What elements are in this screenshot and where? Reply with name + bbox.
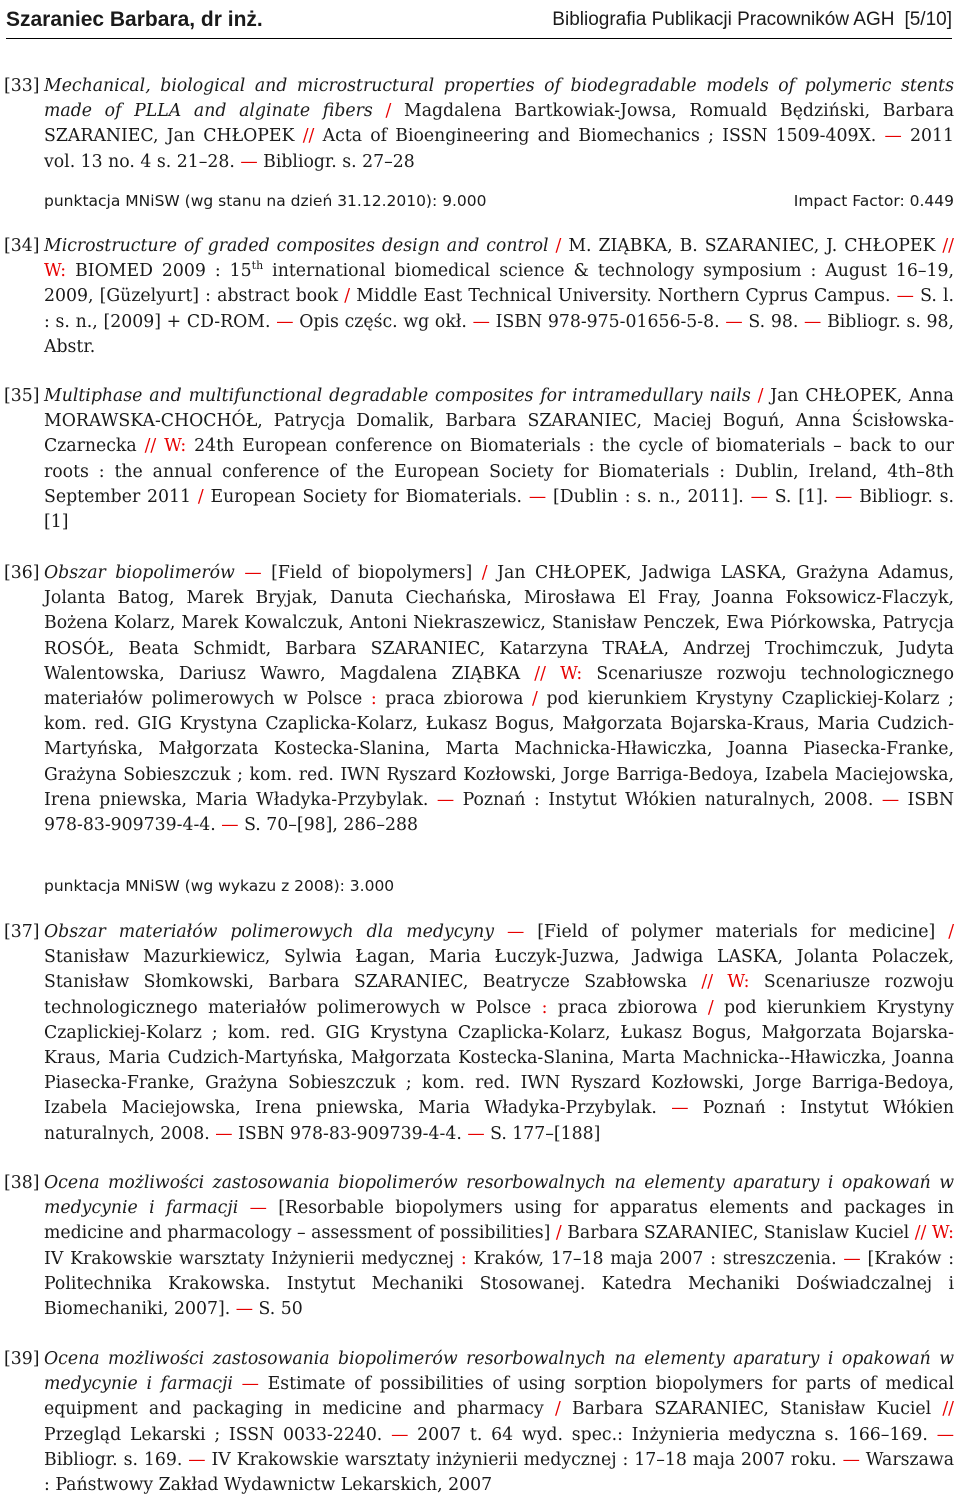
entry-source: Przegląd Lekarski ; ISSN 0033-2240. [44, 1424, 383, 1445]
entry-authors: Barbara SZARANIEC, Stanisław Kuciel [571, 1399, 932, 1420]
entry-place: S. l. : s. n., [2009] + CD-ROM. [44, 286, 954, 332]
entry-host-subtitle: praca zbiorowa [557, 997, 698, 1018]
entry-title: Ocena możliwości zastosowania biopolimerów resorbowalnych na elementy aparatury i opakowań w medycynie i farmacji [44, 1349, 954, 1395]
entry-publisher: European Society for Biomaterials. [210, 486, 523, 507]
entry-authors: Jan CHŁOPEK, Anna MORAWSKA-CHOCHÓŁ, Patrycja Domalik, Barbara SZARANIEC, Maciej Boguń, Anna Ścisłowska-Czarnecka [44, 386, 954, 457]
entry-authors: Magdalena Bartkowiak-Jowsa, Romuald Będziński, Barbara SZARANIEC, Jan CHŁOPEK [44, 101, 955, 147]
entry-text: Mechanical, biological and microstructural properties of biodegradable models of polymeric stents made of PLLA and alginate fibers / Magdalena Bartkowiak-Jowsa, Romuald Będziński, Barbara SZARANIEC, Jan CHŁOPEK // Acta of Bioengineering and Biomechanics ; ISSN 1509-409X. — 2011 vol. 13 no. 4 s. 21–28. — Bibliogr. s. 27–28 [44, 76, 955, 172]
entry-place: Warszawa : Państwowy Zakład Wydawnictw Lekarskich, 2007 [44, 1449, 954, 1496]
entry-host-subtitle: Kraków, 17–18 maja 2007 : streszczenia. [473, 1248, 837, 1269]
bibliography-entry [4, 1347, 954, 1498]
entry-text: Ocena możliwości zastosowania biopolimerów resorbowalnych na elementy aparatury i opakowań w medycynie i farmacji — [Resorbable biopolymers using for apparatus elements and packages in medicine and pharmacology – assessment of possibilities] / Barbara SZARANIEC, Stanislaw Kuciel // W: IV Krakowskie warsztaty Inżynierii medycznej : Kraków, 17–18 maja 2007 : streszczenia. — [Kraków : Politechnika Krakowska. Instytut Mechaniki Stosowanej. Katedra Mechaniki Doświadczalnej i Biomechaniki, 2007]. — S. 50 [44, 1173, 955, 1320]
entry-title-english: [Field of polymer materials for medicine] [537, 922, 936, 942]
entry-details: 2007 t. 64 wyd. spec.: Inżynieria medyczna s. 166–169. [417, 1424, 928, 1445]
entry-responsibility: pod kierunkiem Krystyny Czaplickiej-Kolarz ; kom. red. GIG Krystyna Czaplicka-Kolarz, Łukasz Bogus, Małgorzata Bojarska-Kraus, Maria Cudzich-Martyńska, Małgorzata Kostecka-Slanina, Marta Machnicka-Hławiczka, Joanna Piasecka-Franke, Grażyna Sobieszczuk ; kom. red. IWN Ryszard Kozłowski, Jorge Barriga-Bedoya, Izabela Maciejowska, Irena pniewska, Maria Władyka-Przybylak. [44, 689, 954, 810]
entry-title: Mechanical, biological and microstructural properties of biodegradable models of polymeric stents made of PLLA and alginate fibers [44, 76, 954, 122]
entry-notes: Bibliogr. s. 169. [44, 1449, 183, 1470]
entry-number: [35] [4, 386, 40, 406]
impact-factor: Impact Factor: 0.449 [793, 192, 954, 210]
entry-pages: S. 70–[98], 286–288 [244, 815, 418, 836]
entry-number: [34] [4, 236, 40, 256]
entry-notes: Bibliogr. s. [1] [44, 486, 955, 533]
entry-responsibility: pod kierunkiem Krystyny Czaplickiej-Kolarz ; kom. red. GIG Krystyna Czaplicka-Kolarz, Łukasz Bogus, Małgorzata Bojarska-Kraus, Maria Cudzich-Martyńska, Małgorzata Kostecka-Slanina, Marta Machnicka--Hławiczka, Joanna Piasecka-Franke, Grażyna Sobieszczuk ; kom. red. IWN Ryszard Kozłowski, Jorge Barriga-Bedoya, Izabela Maciejowska, Irena pniewska, Maria Władyka-Przybylak. [44, 997, 954, 1119]
points-row [44, 191, 954, 211]
in-marker: W: [164, 436, 187, 457]
entry-text: Obszar materiałów polimerowych dla medycyny — [Field of polymer materials for medicine] / Stanisław Mazurkiewicz, Sylwia Łagan, Maria Łuczyk-Juzwa, Jadwiga LASKA, Jolanta Polaczek, Stanisław Słomkowski, Barbara SZARANIEC, Beatrycze Szabłowska // W: Scenariusze rozwoju technologicznego materiałów polimerowych w Polsce : praca zbiorowa / pod kierunkiem Krystyny Czaplickiej-Kolarz ; kom. red. GIG Krystyna Czaplicka-Kolarz, Łukasz Bogus, Małgorzata Bojarska-Kraus, Maria Cudzich-Martyńska, Małgorzata Kostecka-Slanina, Marta Machnicka--Hławiczka, Joanna Piasecka-Franke, Grażyna Sobieszczuk ; kom. red. IWN Ryszard Kozłowski, Jorge Barriga-Bedoya, Izabela Maciejowska, Irena pniewska, Maria Władyka-Przybylak. — Poznań : Instytut Włókien naturalnych, 2008. — ISBN 978-83-909739-4-4. — S. 177–[188] [44, 922, 955, 1144]
entry-title-english: Estimate of possibilities of using sorption biopolymers for parts of medical equipment and packaging in medicine and pharmacy [44, 1374, 954, 1420]
page-header [6, 2, 952, 39]
bibliography-entry [4, 561, 954, 838]
author-name: Szaraniec Barbara, dr inż. [6, 8, 263, 31]
in-marker: W: [931, 1223, 954, 1244]
ministry-points: punktacja MNiSW (wg wykazu z 2008): 3.000 [44, 877, 395, 895]
ministry-points: punktacja MNiSW (wg stanu na dzień 31.12.2010): 9.000 [44, 192, 487, 210]
entry-pages: S. 50 [258, 1299, 303, 1320]
entry-host-subtitle: praca zbiorowa [385, 689, 524, 710]
entry-text: Microstructure of graded composites design and control / M. ZIĄBKA, B. SZARANIEC, J. CHŁOPEK // W: BIOMED 2009 : 15th international biomedical science & technology symposium : August 16–19, 2009, [Güzelyurt] : abstract book / Middle East Technical University. Northern Cyprus Campus. — S. l. : s. n., [2009] + CD-ROM. — Opis częśc. wg okł. — ISBN 978-975-01656-5-8. — S. 98. — Bibliogr. s. 98, Abstr. [44, 236, 955, 357]
bibliography-entry [4, 384, 954, 535]
bibliography-entry [4, 74, 954, 175]
entry-place: [Dublin : s. n., 2011]. [552, 486, 744, 507]
entry-number: [39] [4, 1349, 40, 1369]
entry-title: Obszar materiałów polimerowych dla medycyny [44, 922, 495, 942]
entry-place: [Kraków : Politechnika Krakowska. Instytut Mechaniki Stosowanej. Katedra Mechaniki Doświadczalnej i Biomechaniki, 2007]. [44, 1248, 955, 1320]
entry-title: Ocena możliwości zastosowania biopolimerów resorbowalnych na elementy aparatury i opakowań w medycynie i farmacji [44, 1173, 954, 1219]
header-right [542, 9, 952, 31]
page-indicator: [5/10] [904, 9, 952, 30]
entry-title: Obszar biopolimerów [44, 563, 235, 583]
entry-host: Scenariusze rozwoju technologicznego materiałów polimerowych w Polsce [44, 972, 955, 1018]
bibliography-entry [4, 1171, 954, 1322]
entry-number: [37] [4, 922, 40, 942]
entry-publisher: Middle East Technical University. Northern Cyprus Campus. [356, 286, 891, 307]
entry-details: 2011 vol. 13 no. 4 s. 21–28. [44, 126, 955, 172]
entry-source: Acta of Bioengineering and Biomechanics ; ISSN 1509-409X. [322, 126, 877, 147]
entry-pages: S. 98. [748, 311, 799, 332]
bibliography-entry [4, 234, 954, 360]
entry-isbn: ISBN 978-83-909739-4-4. [238, 1123, 462, 1144]
entry-description: Opis częśc. wg okł. [299, 311, 467, 332]
entry-pages: S. [1]. [774, 486, 829, 507]
in-marker: W: [44, 261, 67, 282]
entry-text: Multiphase and multifunctional degradable composites for intramedullary nails / Jan CHŁOPEK, Anna MORAWSKA-CHOCHÓŁ, Patrycja Domalik, Barbara SZARANIEC, Maciej Boguń, Anna Ścisłowska-Czarnecka // W: 24th European conference on Biomaterials : the cycle of biomaterials – back to our roots : the annual conference of the European Society for Biomaterials : Dublin, Ireland, 4th–8th September 2011 / European Society for Biomaterials. — [Dublin : s. n., 2011]. — S. [1]. — Bibliogr. s. [1] [44, 386, 955, 533]
entry-place: Poznań : Instytut Włókien naturalnych, 2008. [44, 1098, 955, 1144]
entry-host: 24th European conference on Biomaterials : the cycle of biomaterials – back to our roots : the annual conference of the European Society for Biomaterials : Dublin, Ireland, 4th–8th September 2011 [44, 436, 955, 507]
entry-number: [33] [4, 76, 40, 96]
entry-text: Obszar biopolimerów — [Field of biopolymers] / Jan CHŁOPEK, Jadwiga LASKA, Grażyna Adamus, Jolanta Batog, Marek Bryjak, Danuta Ciechańska, Mirosława El Fray, Joanna Foksowicz-Flaczyk, Bożena Kolarz, Marek Kowalczuk, Antoni Niekraszewicz, Stanisław Penczek, Ewa Piórkowska, Patrycja ROSÓŁ, Beata Schmidt, Barbara SZARANIEC, Katarzyna TRAŁA, Andrzej Trochimczuk, Judyta Walentowska, Dariusz Wawro, Magdalena ZIĄBKA // W: Scenariusze rozwoju technologicznego materiałów polimerowych w Polsce : praca zbiorowa / pod kierunkiem Krystyny Czaplickiej-Kolarz ; kom. red. GIG Krystyna Czaplicka-Kolarz, Łukasz Bogus, Małgorzata Bojarska-Kraus, Maria Cudzich-Martyńska, Małgorzata Kostecka-Slanina, Marta Machnicka-Hławiczka, Joanna Piasecka-Franke, Grażyna Sobieszczuk ; kom. red. IWN Ryszard Kozłowski, Jorge Barriga-Bedoya, Izabela Maciejowska, Irena pniewska, Maria Władyka-Przybylak. — Poznań : Instytut Włókien naturalnych, 2008. — ISBN 978-83-909739-4-4. — S. 70–[98], 286–288 [44, 563, 955, 836]
entry-title-english: [Resorbable biopolymers using for apparatus elements and packages in medicine and pharmacology – assessment of possibilities] [44, 1198, 954, 1244]
entry-number: [38] [4, 1173, 40, 1193]
bibliography-entry [4, 920, 954, 1147]
entry-title: Microstructure of graded composites design and control [44, 236, 549, 256]
entry-number: [36] [4, 563, 40, 583]
entry-host: BIOMED 2009 : 15th international biomedical science & technology symposium : August 16–19, 2009, [Güzelyurt] : abstract book [44, 259, 954, 307]
entry-pages: S. 177–[188] [490, 1123, 601, 1144]
points-row [44, 876, 954, 896]
entry-host: Scenariusze rozwoju technologicznego materiałów polimerowych w Polsce [44, 663, 954, 710]
entry-extra: IV Krakowskie warsztaty inżynierii medycznej : 17–18 maja 2007 roku. [211, 1449, 837, 1470]
entry-text: Ocena możliwości zastosowania biopolimerów resorbowalnych na elementy aparatury i opakowań w medycynie i farmacji — Estimate of possibilities of using sorption biopolymers for parts of medical equipment and packaging in medicine and pharmacy / Barbara SZARANIEC, Stanisław Kuciel // Przegląd Lekarski ; ISSN 0033-2240. — 2007 t. 64 wyd. spec.: Inżynieria medyczna s. 166–169. — Bibliogr. s. 169. — IV Krakowskie warsztaty inżynierii medycznej : 17–18 maja 2007 roku. — Warszawa : Państwowy Zakład Wydawnictw Lekarskich, 2007 [44, 1349, 955, 1496]
entry-authors: Stanisław Mazurkiewicz, Sylwia Łagan, Maria Łuczyk-Juzwa, Jadwiga LASKA, Jolanta Polaczek, Stanisław Słomkowski, Barbara SZARANIEC, Beatrycze Szabłowska [44, 947, 954, 993]
entry-notes: Bibliogr. s. 98, Abstr. [44, 311, 955, 357]
entry-authors: Barbara SZARANIEC, Stanislaw Kuciel [567, 1223, 910, 1244]
bibliography-title: Bibliografia Publikacji Pracowników AGH [552, 9, 895, 30]
entry-title: Multiphase and multifunctional degradable composites for intramedullary nails [44, 386, 751, 406]
entry-notes: Bibliogr. s. 27–28 [263, 151, 415, 172]
entry-place: Poznań : Instytut Włókien naturalnych, 2008. [462, 789, 874, 810]
entry-authors: Jan CHŁOPEK, Jadwiga LASKA, Grażyna Adamus, Jolanta Batog, Marek Bryjak, Danuta Ciechańska, Mirosława El Fray, Joanna Foksowicz-Flaczyk, Bożena Kolarz, Marek Kowalczuk, Antoni Niekraszewicz, Stanisław Penczek, Ewa Piórkowska, Patrycja ROSÓŁ, Beata Schmidt, Barbara SZARANIEC, Katarzyna TRAŁA, Andrzej Trochimczuk, Judyta Walentowska, Dariusz Wawro, Magdalena ZIĄBKA [44, 563, 954, 684]
entry-host: IV Krakowskie warsztaty Inżynierii medycznej [44, 1248, 455, 1269]
entry-isbn: ISBN 978-83-909739-4-4. [44, 789, 955, 836]
entry-isbn: ISBN 978-975-01656-5-8. [495, 311, 720, 332]
entry-authors: M. ZIĄBKA, B. SZARANIEC, J. CHŁOPEK [568, 236, 936, 256]
entry-title-english: [Field of biopolymers] [271, 563, 473, 583]
in-marker: W: [560, 663, 583, 684]
in-marker: W: [727, 972, 750, 993]
